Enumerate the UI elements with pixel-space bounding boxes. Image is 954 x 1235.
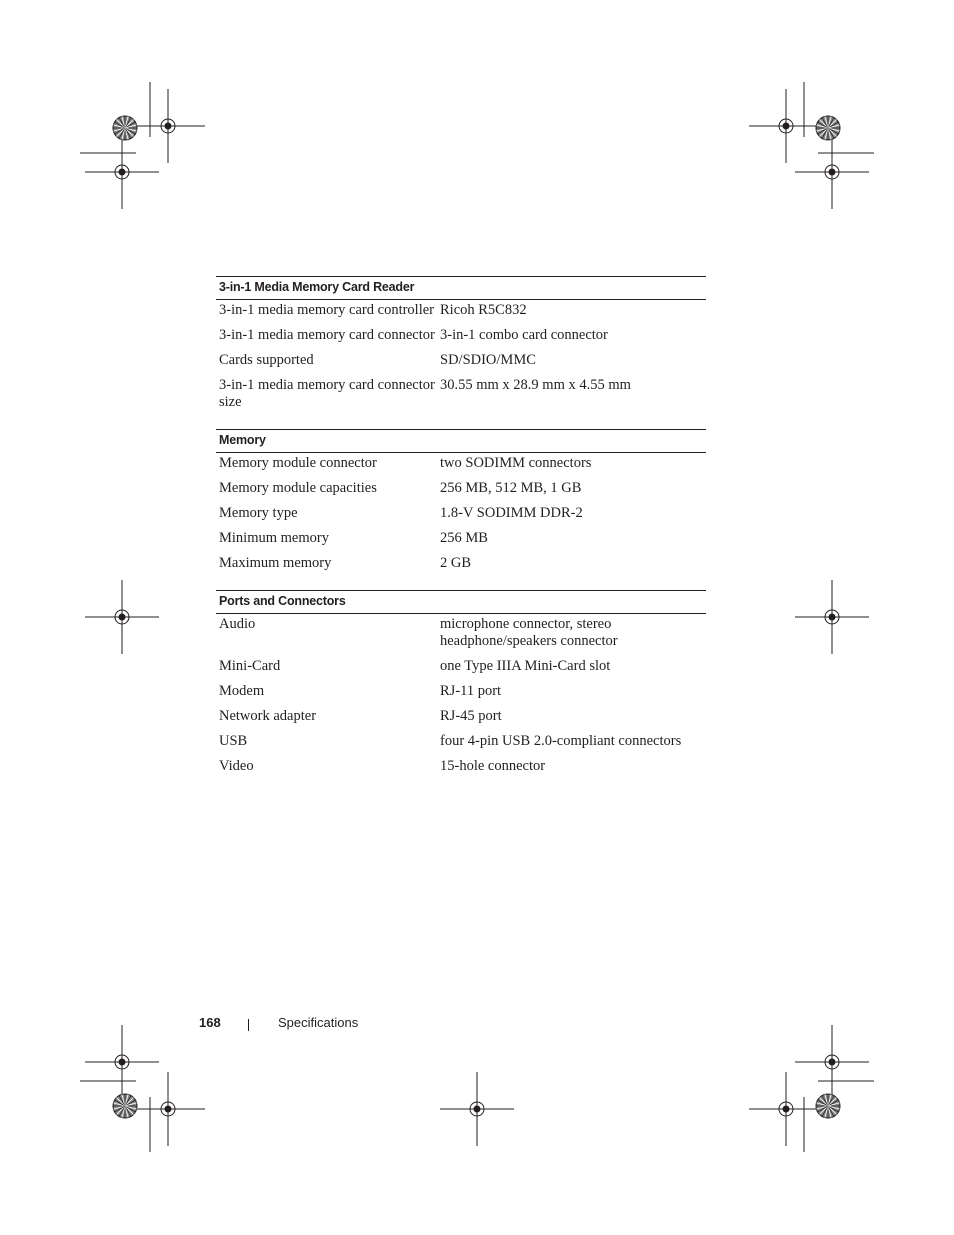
spec-row <box>216 352 706 369</box>
spec-value: RJ-11 port <box>440 683 502 699</box>
spec-row <box>216 616 706 650</box>
spec-value: 1.8-V SODIMM DDR-2 <box>440 505 583 521</box>
section-memory <box>216 429 706 572</box>
page-number: 168 <box>199 1015 221 1030</box>
spec-label: Video <box>219 758 254 774</box>
spec-value: SD/SDIO/MMC <box>440 352 536 368</box>
spec-row <box>216 327 706 344</box>
spec-tables <box>216 276 706 793</box>
spec-value: Ricoh R5C832 <box>440 302 527 318</box>
spec-value: 2 GB <box>440 555 472 571</box>
spec-value: four 4-pin USB 2.0-compliant connectors <box>440 733 682 749</box>
spec-label: Network adapter <box>219 708 317 724</box>
spec-value: 256 MB <box>440 530 488 546</box>
spec-label: Memory module capacities <box>219 480 377 496</box>
spec-value: 15-hole connector <box>440 758 546 774</box>
spec-row <box>216 683 706 700</box>
spec-row <box>216 658 706 675</box>
spec-row <box>216 302 706 319</box>
spec-label: 3-in-1 media memory card controller <box>219 302 435 318</box>
section-heading: Memory <box>216 429 706 453</box>
spec-row <box>216 455 706 472</box>
spec-row <box>216 377 706 411</box>
spec-label: 3-in-1 media memory card connector <box>219 327 435 343</box>
spec-row <box>216 758 706 775</box>
footer-section-title: Specifications <box>278 1015 359 1030</box>
spec-label: Memory module connector <box>219 455 377 471</box>
spec-label: Cards supported <box>219 352 314 368</box>
spec-value: two SODIMM connectors <box>440 455 592 471</box>
spec-label: Mini-Card <box>219 658 281 674</box>
spec-row <box>216 708 706 725</box>
spec-label: Memory type <box>219 505 298 521</box>
section-card-reader <box>216 276 706 411</box>
spec-label: 3-in-1 media memory card connector size <box>219 377 435 410</box>
spec-label: Maximum memory <box>219 555 332 571</box>
spec-row <box>216 555 706 572</box>
spec-value: 3-in-1 combo card connector <box>440 327 608 343</box>
footer-separator <box>248 1019 249 1031</box>
section-heading: 3-in-1 Media Memory Card Reader <box>216 276 706 300</box>
spec-row <box>216 733 706 750</box>
spec-label: Modem <box>219 683 265 699</box>
spec-value: microphone connector, stereo headphone/speakers connector <box>440 616 618 649</box>
spec-value: 30.55 mm x 28.9 mm x 4.55 mm <box>440 377 631 393</box>
spec-row <box>216 505 706 522</box>
spec-label: Minimum memory <box>219 530 329 546</box>
spec-value: 256 MB, 512 MB, 1 GB <box>440 480 582 496</box>
spec-row <box>216 480 706 497</box>
spec-label: Audio <box>219 616 256 632</box>
section-heading: Ports and Connectors <box>216 590 706 614</box>
section-ports <box>216 590 706 775</box>
spec-value: one Type IIIA Mini-Card slot <box>440 658 611 674</box>
spec-value: RJ-45 port <box>440 708 502 724</box>
spec-label: USB <box>219 733 248 749</box>
spec-row <box>216 530 706 547</box>
